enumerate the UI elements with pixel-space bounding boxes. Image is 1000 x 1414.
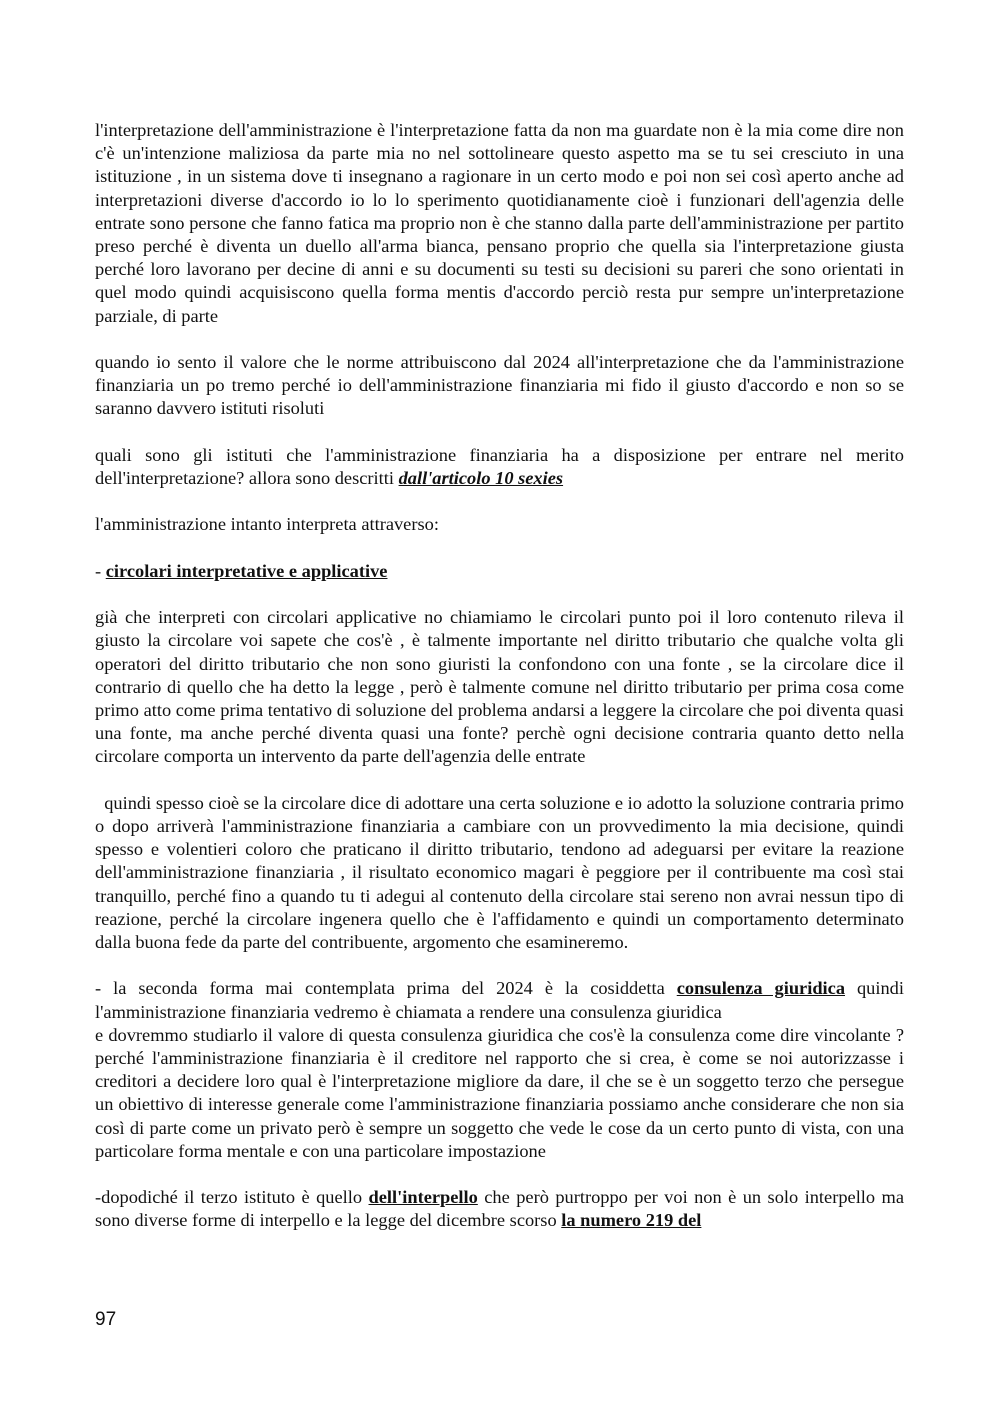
paragraph-6: già che interpreti con circolari applicative no chiamiamo le circolari punto poi il loro contenuto rileva il giusto la circolare voi sapete che cos'è , è talmente importante nel diritto tributario che qualche volta gli operatori del diritto tributario che non sono giuristi la confondono con una fonte , se la circolare dice il contrario di quello che ha detto la legge , però è talmente comune nel diritto tributario per prima cosa come primo atto come prima tentativo di soluzione del problema andarsi a leggere la circolare che poi diventa quasi una fonte, ma anche perché diventa quasi una fonte? perchè ogni decisione contraria quanto detto nella circolare comporta un intervento da parte dell'agenzia delle entrate <box>95 607 904 767</box>
article-reference: dall'articolo 10 sexies <box>398 468 564 489</box>
list-item-circolari <box>95 560 904 583</box>
paragraph-1: l'interpretazione dell'amministrazione è l'interpretazione fatta da non ma guardate non è la mia come dire non c'è un'intenzione maliziosa da parte mia no nel sottolineare questo aspetto ma se tu sei cresciuto in una istituzione , in un sistema dove ti insegnano a ragionare in un certo modo e poi non sei così aperto anche ad interpretazioni diverse d'accordo io lo lo sperimento quotidianamente cioè i funzionari dell'agenzia delle entrate sono persone che fanno fatica ma proprio non è che stanno dalla parte dell'amministrazione per partito preso perché è diventa un duello all'arma bianca, pensano proprio che quella sia l'interpretazione giusta perché loro lavorano per decine di anni e su documenti su testi su decisioni su pareri che sono orientati in quel modo quindi acquisiscono quella forma mentis d'accordo perciò resta pur sempre un'interpretazione parziale, di parte <box>95 120 904 326</box>
paragraph-7: quindi spesso cioè se la circolare dice di adottare una certa soluzione e io adotto la soluzione contraria primo o dopo arriverà l'amministrazione finanziaria a cambiare con un provvedimento la mia decisione, quindi spesso e volentieri coloro che praticano il diritto tributario, tendono ad adeguarsi per evitare la reazione dell'amministrazione finanziaria , il risultato economico magari è peggiore per il contribuente ma così stai tranquillo, perché fino a quando tu ti adegui al contenuto della circolare stai sereno non avrai nessun tipo di reazione, perché la circolare ingenera quello che è l'affidamento e quindi un comportamento determinato dalla buona fede da parte del contribuente, argomento che esamineremo. <box>95 792 909 953</box>
paragraph-8 <box>95 977 904 1023</box>
interpello-term: dell'interpello <box>368 1187 478 1208</box>
page-number: 97 <box>95 1309 117 1330</box>
consulenza-giuridica-term: consulenza giuridica <box>676 978 846 999</box>
paragraph-3-text: quali sono gli istituti che l'amministrazione finanziaria ha a disposizione per entrare nel merito dell'interpretazione? allora sono descritti <box>95 444 904 489</box>
paragraph-8-after: quindi l'amministrazione finanziaria vedremo è chiamata a rendere una consulenza giuridica <box>95 978 904 1022</box>
document-body <box>95 119 909 1233</box>
law-reference: la numero 219 del <box>561 1210 702 1231</box>
paragraph-10-middle: che però purtroppo per voi non è un solo interpello ma sono diverse forme di interpello e la legge del dicembre scorso <box>95 1187 904 1231</box>
list-dash: - <box>95 560 106 581</box>
paragraph-8-before: - la seconda forma mai contemplata prima del 2024 è la cosiddetta <box>95 978 677 999</box>
paragraph-2: quando io sento il valore che le norme attribuiscono dal 2024 all'interpretazione che da l'amministrazione finanziaria un po tremo perché io dell'amministrazione finanziaria mi fido il giusto d'accordo e non so se saranno davvero istituti risoluti <box>95 352 904 419</box>
paragraph-10 <box>95 1186 904 1232</box>
paragraph-10-before: -dopodiché il terzo istituto è quello <box>95 1187 369 1208</box>
circolari-heading: circolari interpretative e applicative <box>105 560 388 581</box>
paragraph-3 <box>95 444 904 490</box>
paragraph-4: l'amministrazione intanto interpreta attraverso: <box>95 514 439 535</box>
paragraph-9: e dovremmo studiarlo il valore di questa consulenza giuridica che cos'è la consulenza come dire vincolante ? perché l'amministrazione finanziaria è il creditore nel rapporto che si crea, è come se noi autorizzasse i creditori a decidere loro qual è l'interpretazione migliore da dare, il che se è un soggetto terzo che persegue un obiettivo di interesse generale come l'amministrazione finanziaria possiamo anche considerare che non sia così di parte come un privato però è sempre un soggetto che vede le cose da un certo punto di vista, con una particolare forma mentale e con una particolare impostazione <box>95 1024 904 1161</box>
